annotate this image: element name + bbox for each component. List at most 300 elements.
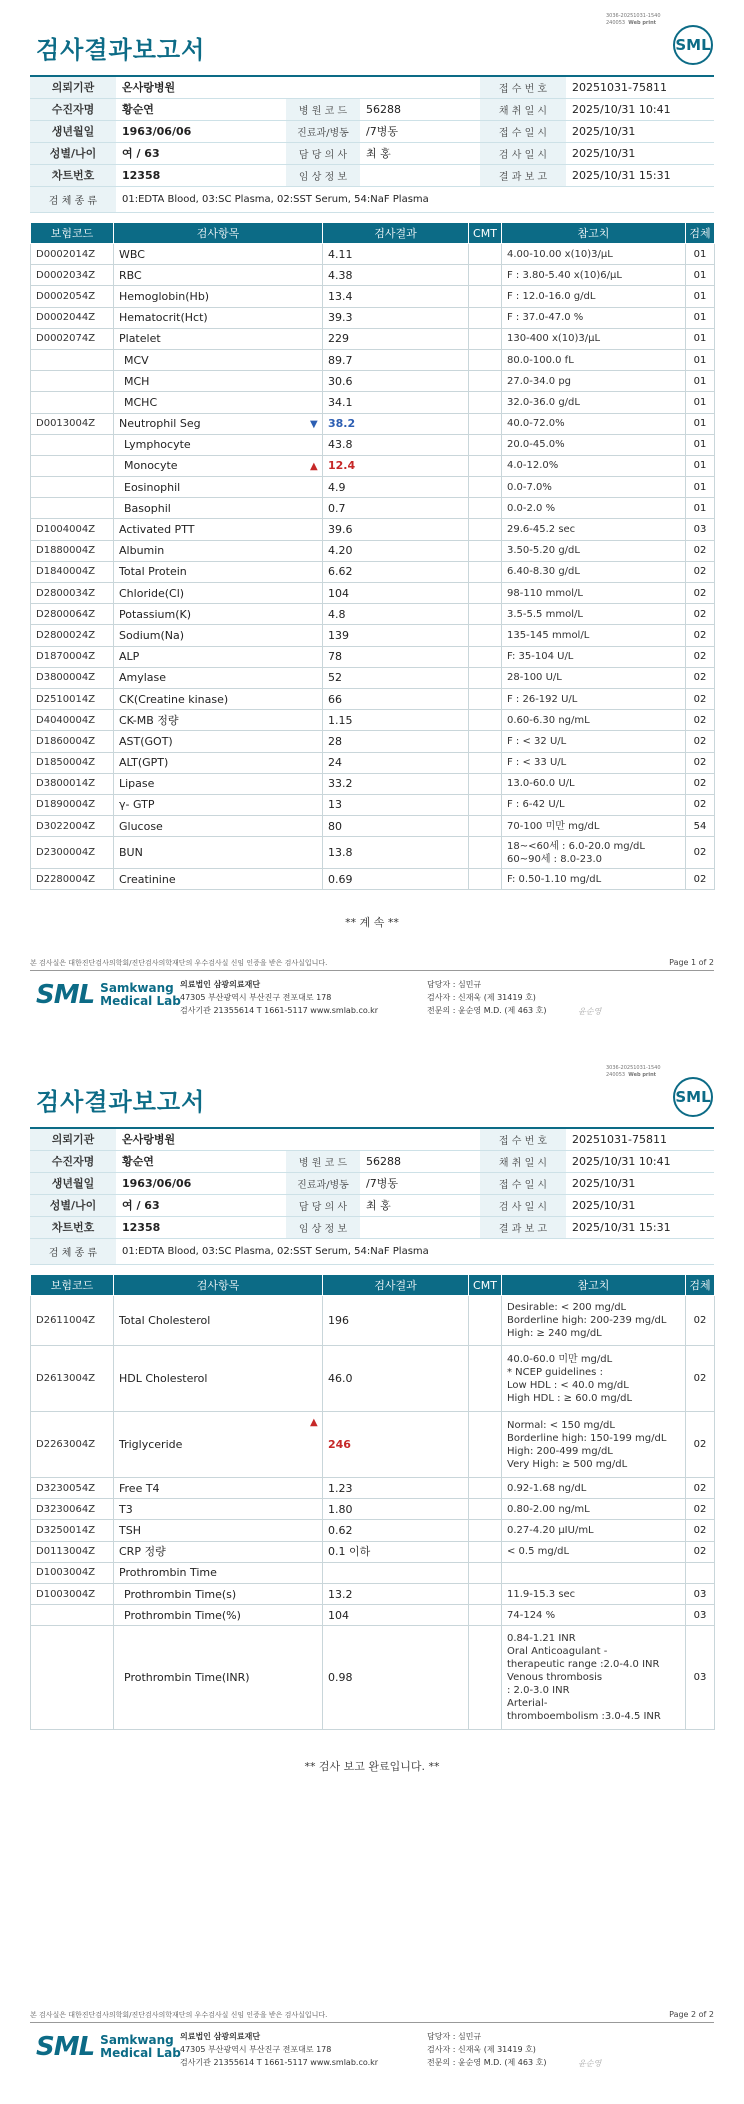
test-result — [323, 1605, 469, 1626]
test-item: Creatinine — [114, 869, 323, 890]
col-header-code: 보험코드 — [31, 1275, 114, 1296]
reference-range: 98-110 mmol/L — [502, 583, 686, 604]
table-row — [31, 625, 715, 646]
test-result — [323, 1541, 469, 1562]
signature: 윤순영 — [578, 2059, 602, 2068]
test-result — [323, 773, 469, 794]
result-value: 34.1 — [328, 395, 353, 409]
test-item: Lymphocyte — [114, 434, 323, 455]
insurance-code — [31, 1605, 114, 1626]
insurance-code: D0002074Z — [31, 328, 114, 349]
test-result — [323, 816, 469, 837]
comment-cell — [469, 731, 502, 752]
test-item: Prothrombin Time(s) — [114, 1583, 323, 1604]
test-item: BUN — [114, 837, 323, 869]
report-title: 검사결과보고서 — [36, 1088, 206, 1116]
comment-cell — [469, 752, 502, 773]
reference-range: 3.5-5.5 mmol/L — [502, 604, 686, 625]
test-result — [323, 265, 469, 286]
test-result — [323, 710, 469, 731]
insurance-code: D3230064Z — [31, 1499, 114, 1520]
table-row — [31, 710, 715, 731]
result-value: 46.0 — [328, 1372, 353, 1385]
insurance-code: D3022004Z — [31, 816, 114, 837]
table-row — [31, 434, 715, 455]
reference-range: F : < 32 U/L — [502, 731, 686, 752]
table-row — [31, 349, 715, 370]
test-item: AST(GOT) — [114, 731, 323, 752]
table-row — [31, 688, 715, 709]
test-item: Hematocrit(Hct) — [114, 307, 323, 328]
result-value: 0.98 — [328, 1671, 353, 1685]
comment-cell — [469, 794, 502, 815]
test-item: MCH — [114, 371, 323, 392]
comment-cell — [469, 869, 502, 890]
result-value: 28 — [328, 734, 342, 748]
test-result — [310, 413, 469, 434]
table-row — [31, 1520, 715, 1541]
table-row — [31, 1626, 715, 1730]
result-value: 39.3 — [328, 311, 353, 325]
table-row — [31, 1296, 715, 1346]
specimen-code: 01 — [686, 434, 715, 455]
specimen-code: 01 — [686, 413, 715, 434]
result-value: 33.2 — [328, 777, 353, 791]
comment-cell — [469, 583, 502, 604]
test-result — [323, 477, 469, 498]
table-row — [31, 244, 715, 265]
reference-range: 0.84-1.21 INR Oral Anticoagulant - therapeutic range :2.0-4.0 INR Venous thrombosis : 2.0-3.0 INR Arterial- thromboembolism :3.0-4.5 INR — [502, 1626, 686, 1730]
test-item: T3 — [114, 1499, 323, 1520]
test-result — [323, 837, 469, 869]
reference-range: 4.00-10.00 x(10)3/μL — [502, 244, 686, 265]
test-result — [323, 625, 469, 646]
test-result — [323, 286, 469, 307]
low-flag-icon: ▼ — [310, 418, 318, 430]
result-value: 13 — [328, 798, 342, 812]
table-row — [31, 561, 715, 582]
test-item: ALP — [114, 646, 323, 667]
col-header-cmt: CMT — [469, 223, 502, 244]
table-row — [31, 731, 715, 752]
result-value: 4.38 — [328, 268, 353, 282]
certification-note: 본 검사실은 대한진단검사의학회/진단검사의학재단의 우수검사실 신임 인증을 받은 검사실입니다. — [30, 959, 328, 967]
test-result — [323, 1478, 469, 1499]
test-result — [323, 667, 469, 688]
insurance-code: D2800064Z — [31, 604, 114, 625]
reference-range: 11.9-15.3 sec — [502, 1583, 686, 1604]
test-result — [323, 1499, 469, 1520]
col-header-ref: 참고치 — [502, 223, 686, 244]
result-value: 38.2 — [328, 417, 356, 431]
table-row — [31, 646, 715, 667]
footer-divider — [30, 970, 714, 971]
specimen-code: 03 — [686, 1583, 715, 1604]
insurance-code: D1850004Z — [31, 752, 114, 773]
insurance-code: D0002034Z — [31, 265, 114, 286]
table-row — [31, 1583, 715, 1604]
col-header-item: 검사항목 — [114, 1275, 323, 1296]
certification-note: 본 검사실은 대한진단검사의학회/진단검사의학재단의 우수검사실 신임 인증을 받은 검사실입니다. — [30, 2011, 328, 2019]
reference-range: 20.0-45.0% — [502, 434, 686, 455]
comment-cell — [469, 1346, 502, 1412]
table-row — [31, 1346, 715, 1412]
reference-range: 27.0-34.0 pg — [502, 371, 686, 392]
table-row — [31, 307, 715, 328]
result-value: 24 — [328, 756, 342, 770]
specimen-code: 02 — [686, 625, 715, 646]
insurance-code: D3800014Z — [31, 773, 114, 794]
test-item: Chloride(Cl) — [114, 583, 323, 604]
test-result — [323, 498, 469, 519]
specimen-code: 02 — [686, 1412, 715, 1478]
result-value: 30.6 — [328, 374, 353, 388]
comment-cell — [469, 1520, 502, 1541]
comment-cell — [469, 477, 502, 498]
result-value: 66 — [328, 692, 342, 706]
test-item: Albumin — [114, 540, 323, 561]
insurance-code: D3230054Z — [31, 1478, 114, 1499]
result-value: 246 — [328, 1438, 351, 1451]
result-value: 229 — [328, 332, 349, 346]
specimen-code: 01 — [686, 328, 715, 349]
test-result — [323, 1520, 469, 1541]
result-value: 52 — [328, 671, 342, 685]
table-row — [31, 1605, 715, 1626]
insurance-code: D1890004Z — [31, 794, 114, 815]
insurance-code: D3800004Z — [31, 667, 114, 688]
comment-cell — [469, 307, 502, 328]
reference-range: F : 12.0-16.0 g/dL — [502, 286, 686, 307]
specimen-code: 01 — [686, 498, 715, 519]
comment-cell — [469, 1296, 502, 1346]
reference-range: Desirable: < 200 mg/dL Borderline high: 200-239 mg/dL High: ≥ 240 mg/dL — [502, 1296, 686, 1346]
test-result — [323, 583, 469, 604]
comment-cell — [469, 1626, 502, 1730]
test-item: ALT(GPT) — [114, 752, 323, 773]
reference-range: 80.0-100.0 fL — [502, 349, 686, 370]
page-number: Page 1 of 2 — [669, 958, 714, 967]
org-address-block: 의료법인 삼광의료재단 47305 부산광역시 부산진구 전포대로 178 검사기관 21355614 T 1661-5117 www.smlab.co.kr — [180, 2032, 379, 2067]
reference-range: Normal: < 150 mg/dL Borderline high: 150-199 mg/dL High: 200-499 mg/dL Very High: ≥ 500 mg/dL — [502, 1412, 686, 1478]
comment-cell — [469, 455, 502, 476]
comment-cell — [469, 519, 502, 540]
specimen-code: 01 — [686, 477, 715, 498]
insurance-code — [31, 349, 114, 370]
test-item: CK(Creatine kinase) — [114, 688, 323, 709]
insurance-code: D1004004Z — [31, 519, 114, 540]
insurance-code: D1880004Z — [31, 540, 114, 561]
specimen-code: 02 — [686, 540, 715, 561]
high-flag-icon: ▲ — [310, 460, 318, 472]
test-item: Amylase — [114, 667, 323, 688]
comment-cell — [469, 1562, 502, 1583]
table-row — [31, 455, 715, 476]
result-value: 39.6 — [328, 523, 353, 537]
test-item: CRP 정량 — [114, 1541, 323, 1562]
sml-logo-icon: SML — [673, 25, 713, 65]
specimen-code: 03 — [686, 1605, 715, 1626]
reference-range: 6.40-8.30 g/dL — [502, 561, 686, 582]
comment-cell — [469, 1605, 502, 1626]
test-result — [323, 1626, 469, 1730]
result-value: 4.8 — [328, 607, 346, 621]
result-value: 1.15 — [328, 713, 353, 727]
test-result — [323, 434, 469, 455]
insurance-code: D0002044Z — [31, 307, 114, 328]
table-row — [31, 667, 715, 688]
specimen-code: 02 — [686, 583, 715, 604]
table-row — [31, 869, 715, 890]
reference-range: F: 35-104 U/L — [502, 646, 686, 667]
comment-cell — [469, 1583, 502, 1604]
comment-cell — [469, 371, 502, 392]
comment-cell — [469, 561, 502, 582]
specimen-code: 02 — [686, 773, 715, 794]
result-value: 4.20 — [328, 544, 353, 558]
reference-range: 135-145 mmol/L — [502, 625, 686, 646]
table-row — [31, 392, 715, 413]
comment-cell — [469, 1499, 502, 1520]
sml-logo-icon: SML — [673, 1077, 713, 1117]
test-item: Glucose — [114, 816, 323, 837]
reference-range: 70-100 미만 mg/dL — [502, 816, 686, 837]
reference-range: F : 6-42 U/L — [502, 794, 686, 815]
report-page-2 — [0, 1052, 744, 2104]
table-row — [31, 413, 715, 434]
specimen-code: 02 — [686, 837, 715, 869]
test-result — [323, 1562, 469, 1583]
col-header-specimen: 검체 — [686, 1275, 715, 1296]
reference-range: 0.60-6.30 ng/mL — [502, 710, 686, 731]
table-row — [31, 583, 715, 604]
test-result — [323, 540, 469, 561]
specimen-code: 01 — [686, 244, 715, 265]
reference-range: F : 26-192 U/L — [502, 688, 686, 709]
insurance-code — [31, 371, 114, 392]
table-row — [31, 1478, 715, 1499]
specimen-code: 02 — [686, 1520, 715, 1541]
reference-range: 74-124 % — [502, 1605, 686, 1626]
table-row — [31, 286, 715, 307]
test-item: TSH — [114, 1520, 323, 1541]
test-item: Free T4 — [114, 1478, 323, 1499]
test-result — [323, 1346, 469, 1412]
col-header-item: 검사항목 — [114, 223, 323, 244]
test-item: Triglyceride — [114, 1412, 323, 1478]
test-result — [323, 349, 469, 370]
reference-range: F : 37.0-47.0 % — [502, 307, 686, 328]
test-item: Hemoglobin(Hb) — [114, 286, 323, 307]
comment-cell — [469, 392, 502, 413]
insurance-code: D3250014Z — [31, 1520, 114, 1541]
reference-range: 0.0-2.0 % — [502, 498, 686, 519]
high-flag-icon: ▲ — [310, 1417, 318, 1428]
test-result — [323, 688, 469, 709]
test-item: Eosinophil — [114, 477, 323, 498]
insurance-code — [31, 498, 114, 519]
reference-range: F : 3.80-5.40 x(10)6/μL — [502, 265, 686, 286]
specimen-code: 01 — [686, 392, 715, 413]
test-result — [323, 1296, 469, 1346]
col-header-result: 검사결과 — [323, 1275, 469, 1296]
test-item: MCHC — [114, 392, 323, 413]
test-item: Platelet — [114, 328, 323, 349]
insurance-code: D2280004Z — [31, 869, 114, 890]
results-table — [30, 222, 715, 890]
specimen-code: 02 — [686, 604, 715, 625]
specimen-code: 02 — [686, 1346, 715, 1412]
insurance-code: D2800034Z — [31, 583, 114, 604]
test-result — [310, 455, 469, 476]
table-row — [31, 1412, 715, 1478]
specimen-code: 02 — [686, 561, 715, 582]
table-row — [31, 540, 715, 561]
report-complete-note: ** 검사 보고 완료입니다. ** — [304, 1760, 440, 1773]
test-item: MCV — [114, 349, 323, 370]
table-row — [31, 1562, 715, 1583]
col-header-ref: 참고치 — [502, 1275, 686, 1296]
test-item: Prothrombin Time — [114, 1562, 323, 1583]
test-item: Sodium(Na) — [114, 625, 323, 646]
insurance-code: D0113004Z — [31, 1541, 114, 1562]
test-result — [323, 392, 469, 413]
reference-range: 28-100 U/L — [502, 667, 686, 688]
test-item: Lipase — [114, 773, 323, 794]
comment-cell — [469, 244, 502, 265]
result-value: 0.7 — [328, 501, 346, 515]
comment-cell — [469, 710, 502, 731]
patient-info-table: 의뢰기관 온사랑병원 접 수 번 호 20251031-75811 수진자명 황순연 병 원 코 드 56288 채 취 일 시 2025/10/31 10:41 생년월일 1963/06/06 진료과/병동 /7병동 접 수 일 시 2025/10/31 성별/나이 여 / 63 담 당 의 사 최 홍 검 사 일 시 2025/10/31 차트번호 12358 임 상 정 보 결 과 보 고 2025/10/31 15:31 검 체 종 류 01:EDTA Blood, 03:SC Plasma, 02:SST Serum, 54:NaF Plasma — [30, 1127, 714, 1265]
result-value: 80 — [328, 819, 342, 833]
test-result — [310, 1412, 469, 1478]
test-result — [323, 307, 469, 328]
col-header-code: 보험코드 — [31, 223, 114, 244]
comment-cell — [469, 667, 502, 688]
result-value: 78 — [328, 650, 342, 664]
reference-range: < 0.5 mg/dL — [502, 1541, 686, 1562]
specimen-code: 03 — [686, 1626, 715, 1730]
col-header-result: 검사결과 — [323, 223, 469, 244]
insurance-code: D4040004Z — [31, 710, 114, 731]
signature: 윤순영 — [578, 1007, 602, 1016]
comment-cell — [469, 498, 502, 519]
insurance-code: D2613004Z — [31, 1346, 114, 1412]
print-stamp: 3036-20251031-1540 240053 Web print — [606, 13, 661, 26]
table-row — [31, 371, 715, 392]
insurance-code: D2263004Z — [31, 1412, 114, 1478]
insurance-code — [31, 455, 114, 476]
insurance-code: D0002054Z — [31, 286, 114, 307]
insurance-code — [31, 392, 114, 413]
comment-cell — [469, 413, 502, 434]
specimen-code — [686, 1562, 715, 1583]
footer-divider — [30, 2022, 714, 2023]
reference-range: F : < 33 U/L — [502, 752, 686, 773]
table-row — [31, 328, 715, 349]
reference-range: 0.92-1.68 ng/dL — [502, 1478, 686, 1499]
insurance-code: D1003004Z — [31, 1583, 114, 1604]
specimen-code: 01 — [686, 286, 715, 307]
reference-range: 130-400 x(10)3/μL — [502, 328, 686, 349]
reference-range: 3.50-5.20 g/dL — [502, 540, 686, 561]
test-result — [323, 328, 469, 349]
insurance-code — [31, 477, 114, 498]
test-item: RBC — [114, 265, 323, 286]
specimen-code: 01 — [686, 307, 715, 328]
comment-cell — [469, 688, 502, 709]
specimen-code: 54 — [686, 816, 715, 837]
test-item: Total Protein — [114, 561, 323, 582]
comment-cell — [469, 434, 502, 455]
result-value: 104 — [328, 586, 349, 600]
test-item: HDL Cholesterol — [114, 1346, 323, 1412]
table-row — [31, 477, 715, 498]
results-table — [30, 1274, 715, 1730]
result-value: 89.7 — [328, 353, 353, 367]
staff-block: 담당자 : 심민규 검사자 : 신재욱 (제 31419 호) 전문의 : 윤순영 M.D. (제 463 호) — [427, 2032, 547, 2067]
test-result — [323, 646, 469, 667]
comment-cell — [469, 286, 502, 307]
specimen-code: 01 — [686, 455, 715, 476]
insurance-code: D1860004Z — [31, 731, 114, 752]
reference-range: 13.0-60.0 U/L — [502, 773, 686, 794]
result-value: 13.2 — [328, 1587, 353, 1601]
table-row — [31, 752, 715, 773]
test-item: γ- GTP — [114, 794, 323, 815]
reference-range: 40.0-72.0% — [502, 413, 686, 434]
test-item: Prothrombin Time(%) — [114, 1605, 323, 1626]
comment-cell — [469, 328, 502, 349]
result-value: 13.8 — [328, 846, 353, 860]
test-item: CK-MB 정량 — [114, 710, 323, 731]
table-row — [31, 519, 715, 540]
insurance-code: D2300004Z — [31, 837, 114, 869]
test-result — [323, 869, 469, 890]
specimen-code: 02 — [686, 794, 715, 815]
insurance-code: D1840004Z — [31, 561, 114, 582]
result-value: 1.80 — [328, 1502, 353, 1516]
reference-range: 29.6-45.2 sec — [502, 519, 686, 540]
result-value: 6.62 — [328, 565, 353, 579]
comment-cell — [469, 837, 502, 869]
samkwang-logo: SML Samkwang Medical Lab — [36, 980, 181, 1010]
samkwang-logo: SML Samkwang Medical Lab — [36, 2032, 181, 2062]
specimen-code: 02 — [686, 1478, 715, 1499]
specimen-code: 02 — [686, 1296, 715, 1346]
specimen-code: 02 — [686, 688, 715, 709]
insurance-code: D1870004Z — [31, 646, 114, 667]
test-result — [323, 604, 469, 625]
specimen-code: 01 — [686, 349, 715, 370]
comment-cell — [469, 604, 502, 625]
test-result — [323, 244, 469, 265]
specimen-code: 02 — [686, 752, 715, 773]
table-row — [31, 773, 715, 794]
test-result — [323, 371, 469, 392]
result-value: 0.62 — [328, 1523, 353, 1537]
test-item: Total Cholesterol — [114, 1296, 323, 1346]
specimen-code: 01 — [686, 371, 715, 392]
result-value: 139 — [328, 628, 349, 642]
result-value: 0.69 — [328, 872, 353, 886]
col-header-cmt: CMT — [469, 1275, 502, 1296]
insurance-code — [31, 434, 114, 455]
comment-cell — [469, 1541, 502, 1562]
test-result — [323, 519, 469, 540]
test-result — [323, 752, 469, 773]
insurance-code: D0002014Z — [31, 244, 114, 265]
